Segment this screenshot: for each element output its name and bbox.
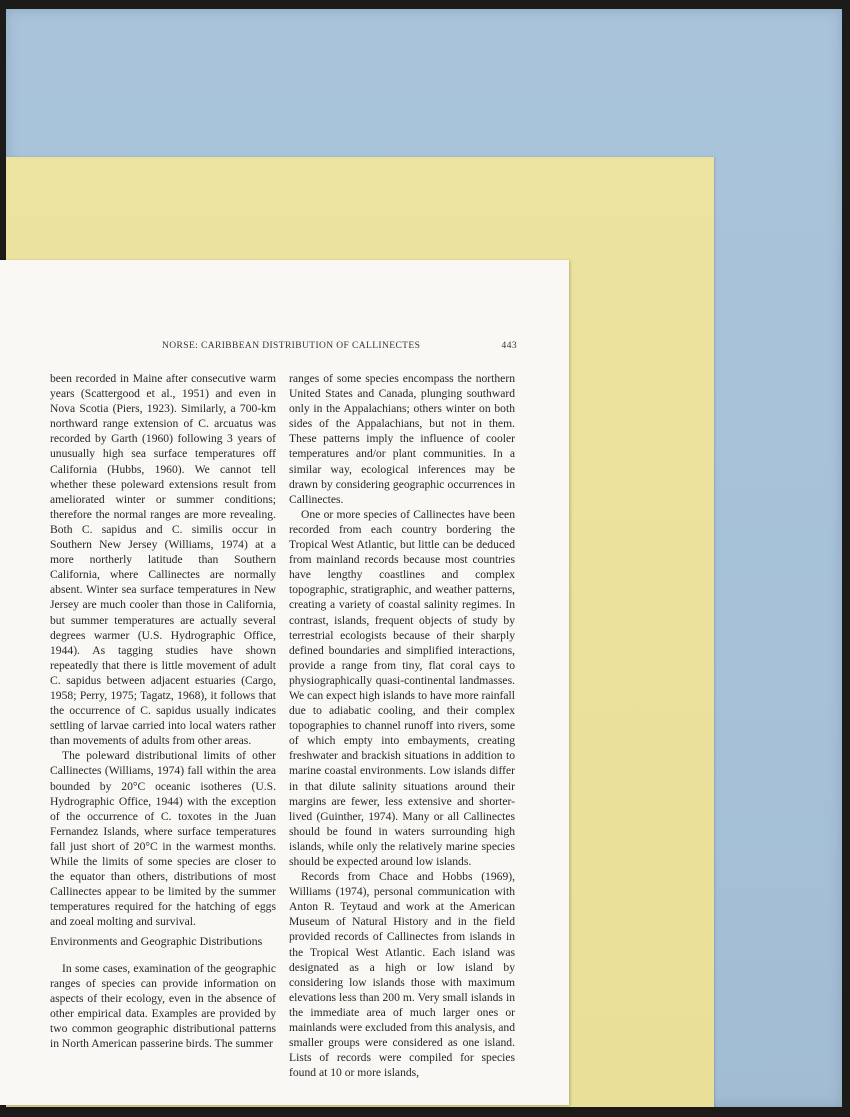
running-head-title: NORSE: CARIBBEAN DISTRIBUTION OF CALLINECTES	[162, 341, 421, 351]
left-column	[50, 371, 276, 1051]
right-column	[289, 371, 515, 1080]
left-paragraph-3: In some cases, examination of the geographic ranges of species can provide information on aspects of their ecology, even in the absence of other empirical data. Examples are provided by two common geographic distributional patterns in North American passerine birds. The summer	[50, 961, 276, 1051]
right-paragraph-3: Records from Chace and Hobbs (1969), Williams (1974), personal communication with Anton R. Teytaud and work at the American Museum of Natural History and in the field provided records of Callinectes from islands in the Tropical West Atlantic. Each island was designated as a high or low island by considering low islands those with maximum elevations less than 200 m. Very small islands in the immediate area of much larger ones or mainlands were excluded from this analysis, and smaller groups were considered as one island. Lists of records were compiled for species found at 10 or more islands,	[289, 870, 515, 1080]
right-paragraph-1: ranges of some species encompass the northern United States and Canada, plunging southward only in the Appalachians; others winter on both sides of the Appalachians, but not in them. These patterns imply the influence of cooler temperatures and/or plant communities. In a similar way, ecological inferences may be drawn by considering geographic occurrences in Callinectes.	[289, 372, 515, 506]
left-paragraph-1: been recorded in Maine after consecutive warm years (Scattergood et al., 1951) and even in Nova Scotia (Piers, 1923). Similarly, a 700-km northward range extension of C. arcuatus was recorded by Garth (1960) following 3 years of unusually high sea surface temperatures off California (Hubbs, 1960). We cannot tell whether these poleward extensions result from ameliorated winter or summer conditions; therefore the normal ranges are more revealing. Both C. sapidus and C. similis occur in Southern New Jersey (Williams, 1974) at a more northerly latitude than Southern California, where Callinectes are normally absent. Winter sea surface temperatures in New Jersey are much cooler than those in California, but summer temperatures are actually several degrees warmer (U.S. Hydrographic Office, 1944). As tagging studies have shown repeatedly that there is little movement of adult C. sapidus between adjacent estuaries (Cargo, 1958; Perry, 1975; Tagatz, 1968), it follows that the occurrence of C. sapidus usually indicates settling of larvae carried into local waters rather than movements of adults from other areas.	[50, 372, 276, 748]
journal-page	[0, 260, 569, 1105]
right-paragraph-2: One or more species of Callinectes have been recorded from each country bordering the Tropical West Atlantic, but little can be deduced from mainland records because most countries have lengthy coastlines and complex topographic, stratigraphic, and weather patterns, creating a variety of coastal salinity regimes. In contrast, islands, frequent objects of study by terrestrial ecologists because of their sharply defined boundaries and simplified interactions, provide a range from tiny, flat coral cays to physiographically quasi-continental landmasses. We can expect high islands to have more rainfall due to adiabatic cooling, and their complex topographies to channel runoff into rivers, some of which empty into embayments, creating freshwater and brackish situations in addition to marine coastal environments. Low islands differ in that dilute salinity situations around their margins are fewer, less extensive and shorter-lived (Guinther, 1974). Many or all Callinectes should be found in waters surrounding high islands, while only the relatively marine species should be expected around low islands.	[289, 507, 515, 868]
page-number: 443	[501, 341, 517, 351]
left-paragraph-2: The poleward distributional limits of other Callinectes (Williams, 1974) fall within the area bounded by 20°C oceanic isotheres (U.S. Hydrographic Office, 1944) with the exception of the occurrence of C. toxotes in the Juan Fernandez Islands, where surface temperatures fall just short of 20°C in the warmest months. While the limits of some species are closer to the equator than others, distributions of most Callinectes appear to be limited by the summer temperatures required for the hatching of eggs and zoeal molting and survival.	[50, 749, 276, 929]
section-heading: Environments and Geographic Distributions	[50, 934, 263, 949]
running-head	[162, 341, 517, 351]
